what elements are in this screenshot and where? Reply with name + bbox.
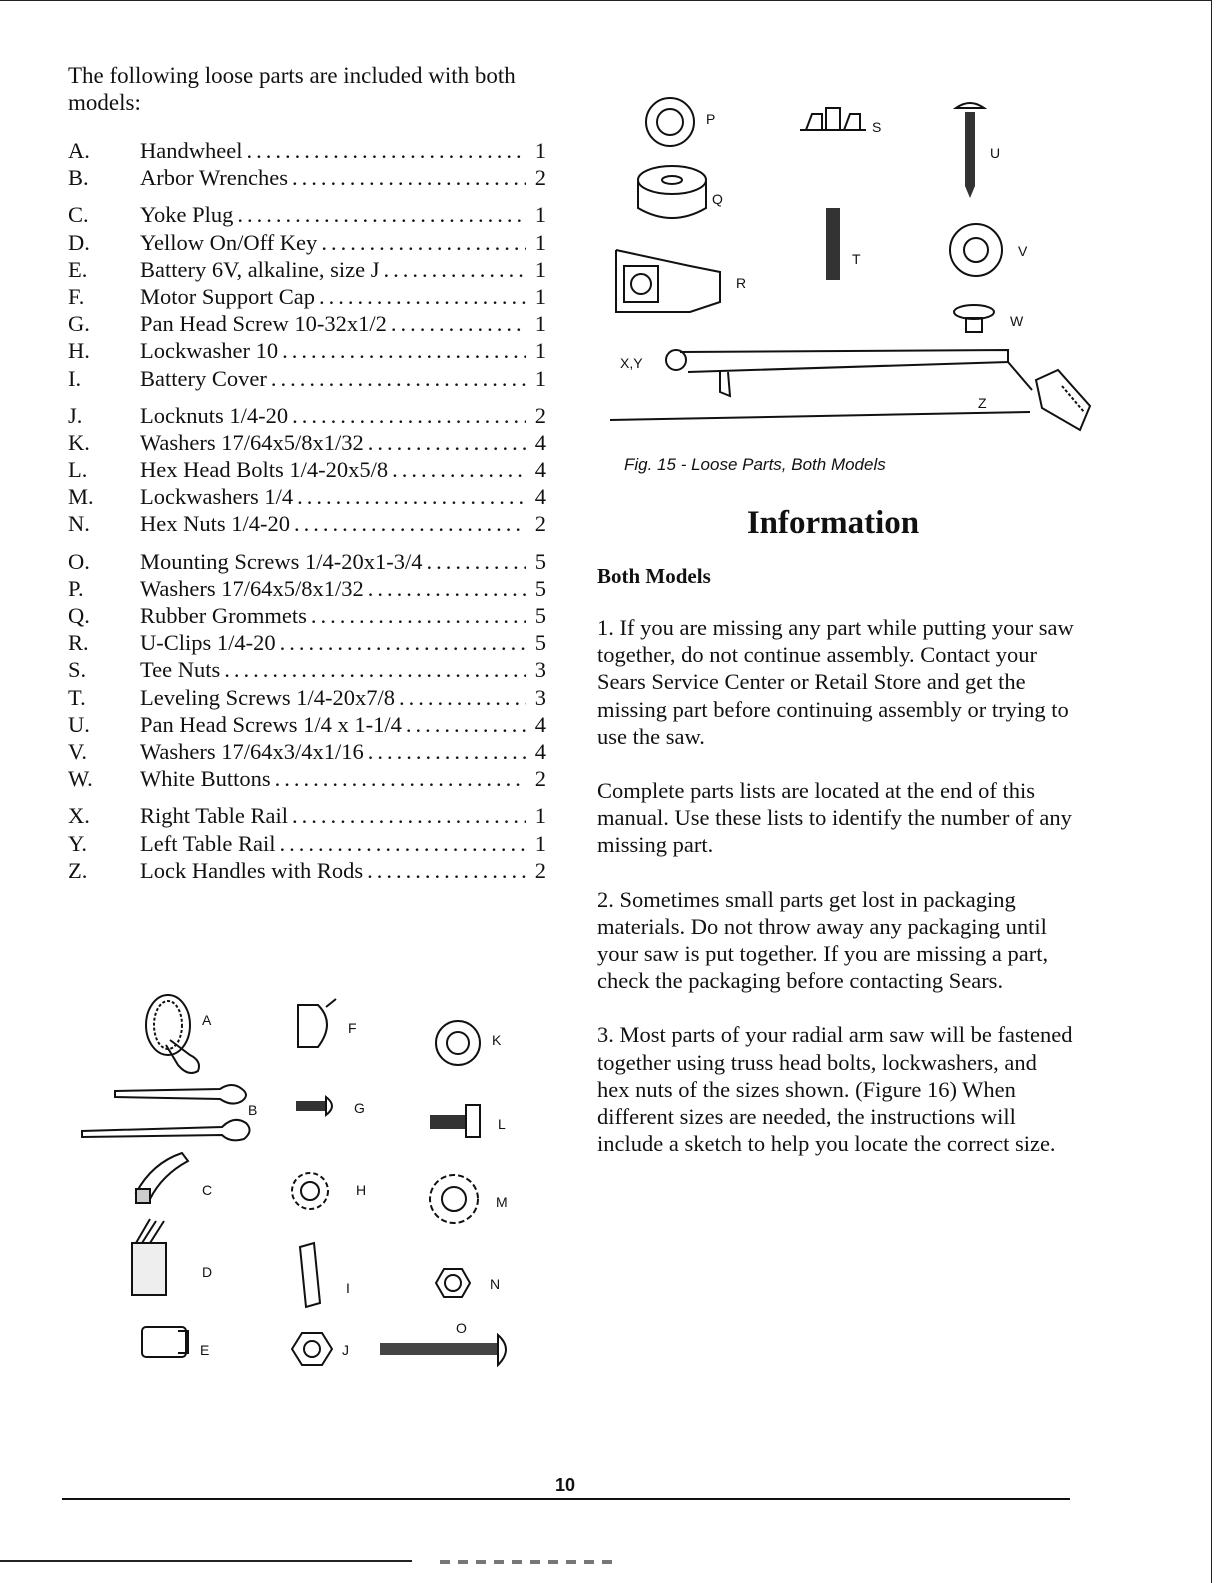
label-v: V (1018, 243, 1028, 259)
part-quantity: 1 (534, 202, 546, 228)
part-letter: M. (68, 484, 94, 510)
part-quantity: 4 (534, 484, 546, 510)
part-row (68, 803, 546, 830)
part-name: Yellow On/Off Key (140, 229, 318, 255)
part-name: White Buttons (140, 766, 271, 792)
battery-illustration (142, 1327, 188, 1357)
part-quantity: 3 (534, 684, 546, 710)
parts-group (68, 138, 546, 192)
loose-parts-figure-a-to-o (70, 985, 530, 1385)
label-p: P (706, 111, 716, 127)
dot-leader (319, 284, 526, 310)
label-a: A (202, 1012, 212, 1028)
part-quantity: 2 (534, 857, 546, 883)
part-quantity: 2 (534, 511, 546, 537)
part-quantity: 5 (534, 575, 546, 601)
part-row (68, 338, 546, 365)
dot-leader (279, 831, 526, 857)
part-quantity: 2 (534, 766, 546, 792)
part-name: Locknuts 1/4-20 (140, 402, 289, 428)
part-letter: N. (68, 511, 90, 537)
part-name: U-Clips 1/4-20 (140, 630, 276, 656)
washer-v-illustration (950, 224, 1002, 276)
label-u: U (990, 145, 1001, 161)
part-row (68, 311, 546, 338)
part-name: Motor Support Cap (140, 283, 316, 309)
part-name: Yoke Plug (140, 202, 234, 228)
footer-rule (62, 1498, 1070, 1500)
part-name: Left Table Rail (140, 830, 276, 856)
part-quantity: 1 (534, 803, 546, 829)
part-row (68, 484, 546, 511)
part-name: Hex Head Bolts 1/4-20x5/8 (140, 457, 389, 483)
dot-leader (368, 576, 526, 602)
part-quantity: 2 (534, 402, 546, 428)
part-row (68, 630, 546, 657)
battery-cover-illustration (300, 1243, 320, 1307)
arbor-wrenches-illustration (82, 1085, 250, 1140)
subheading: Both Models (597, 564, 711, 588)
label-j: J (342, 1342, 349, 1358)
part-quantity: 5 (534, 603, 546, 628)
u-clip-illustration (616, 250, 720, 312)
label-f: F (348, 1020, 357, 1036)
part-row (68, 202, 546, 229)
washer-p-illustration (646, 98, 694, 146)
part-row (68, 657, 546, 684)
parts-group (68, 202, 546, 392)
motor-support-cap-illustration (298, 999, 336, 1047)
table-rails-illustration (610, 350, 1032, 420)
part-quantity: 1 (534, 138, 546, 163)
part-name: Leveling Screws 1/4-20x7/8 (140, 684, 395, 710)
part-letter: G. (68, 311, 90, 337)
part-letter: V. (68, 738, 87, 764)
hex-head-bolt-illustration (430, 1105, 480, 1137)
label-h: H (356, 1182, 367, 1198)
part-name: Lockwasher 10 (140, 338, 279, 364)
loose-parts-list (68, 138, 546, 895)
label-xy: X,Y (620, 355, 643, 371)
part-letter: B. (68, 165, 89, 191)
white-button-illustration (954, 305, 994, 332)
washer-k-illustration (436, 1021, 480, 1065)
page-frame-right (1211, 0, 1212, 1583)
dot-leader (399, 685, 526, 711)
intro-text: The following loose parts are included with both models: (68, 63, 516, 115)
part-quantity: 1 (534, 229, 546, 255)
part-name: Battery 6V, alkaline, size J (140, 256, 380, 282)
part-quantity: 2 (534, 165, 546, 191)
part-name: Tee Nuts (140, 657, 221, 683)
label-c: C (202, 1182, 213, 1198)
part-row (68, 457, 546, 484)
part-row (68, 549, 546, 576)
label-g: G (354, 1100, 365, 1116)
part-letter: U. (68, 711, 90, 737)
label-m: M (496, 1194, 508, 1210)
dot-leader (297, 484, 526, 510)
dot-leader (275, 766, 526, 792)
label-q: Q (712, 191, 723, 207)
dot-leader (237, 202, 526, 228)
part-quantity: 5 (534, 548, 546, 574)
part-name: Mounting Screws 1/4-20x1-3/4 (140, 548, 423, 574)
paragraph-missing-part: 1. If you are missing any part while putting your saw together, do not continue assembly. Contact your Sears Service Center or Retail Store and get the missing part before continuing assembly or trying to use the saw. (597, 615, 1074, 749)
part-name: Arbor Wrenches (140, 165, 288, 191)
part-letter: Y. (68, 830, 87, 856)
part-letter: P. (68, 575, 84, 601)
part-row (68, 284, 546, 311)
label-e: E (200, 1342, 210, 1358)
part-letter: H. (68, 338, 90, 364)
part-letter: J. (68, 402, 83, 428)
part-row (68, 766, 546, 793)
label-o: O (456, 1320, 467, 1336)
parts-group (68, 549, 546, 794)
section-title: Information (746, 505, 920, 541)
dot-leader (311, 603, 526, 629)
dot-leader (384, 257, 526, 283)
label-t: T (852, 251, 861, 267)
dot-leader (292, 803, 526, 829)
tee-nut-illustration (800, 108, 866, 130)
part-letter: E. (68, 256, 88, 282)
lock-handle-illustration (1036, 370, 1090, 430)
part-letter: X. (68, 803, 90, 829)
dot-leader (292, 403, 526, 429)
part-letter: F. (68, 283, 85, 309)
label-n: N (490, 1276, 501, 1292)
lockwasher-quarter-illustration (430, 1175, 478, 1223)
part-quantity: 4 (534, 457, 546, 483)
part-letter: I. (68, 365, 82, 391)
locknut-illustration (292, 1333, 332, 1365)
part-quantity: 1 (534, 256, 546, 282)
part-quantity: 5 (534, 630, 546, 656)
dot-leader (368, 739, 526, 765)
part-name: Washers 17/64x5/8x1/32 (140, 429, 364, 455)
pan-head-screw-u-illustration (956, 103, 984, 198)
loose-parts-figure-p-to-z (600, 90, 1100, 440)
dot-leader (292, 165, 526, 191)
part-row (68, 366, 546, 393)
dot-leader (368, 430, 526, 456)
dot-leader (224, 657, 526, 683)
part-quantity: 4 (534, 738, 546, 764)
part-name: Washers 17/64x5/8x1/32 (140, 575, 364, 601)
part-name: Lock Handles with Rods (140, 857, 364, 883)
pan-head-screw-illustration (296, 1097, 332, 1115)
part-row (68, 165, 546, 192)
part-name: Handwheel (140, 138, 243, 163)
part-row (68, 603, 546, 630)
part-letter: W. (68, 766, 93, 792)
hex-nut-illustration (436, 1269, 470, 1297)
part-letter: C. (68, 202, 89, 228)
parts-group (68, 803, 546, 885)
on-off-key-illustration (132, 1219, 166, 1295)
yoke-plug-illustration (136, 1153, 188, 1203)
dot-leader (280, 630, 526, 656)
part-letter: L. (68, 457, 88, 483)
scan-edge-marks (440, 1560, 620, 1564)
paragraph-fasteners: 3. Most parts of your radial arm saw will be fastened together using truss head bolts, lockwashers, and hex nuts of the sizes shown. (Figure 16) When different sizes are needed, the instructions will include a sketch to help you locate the correct size. (597, 1022, 1073, 1157)
part-name: Pan Head Screw 10-32x1/2 (140, 311, 387, 337)
part-row (68, 576, 546, 603)
part-letter: D. (68, 229, 90, 255)
part-quantity: 1 (534, 338, 546, 364)
dot-leader (426, 549, 526, 575)
page-number: 10 (555, 1475, 576, 1495)
part-quantity: 1 (534, 311, 546, 337)
part-quantity: 1 (534, 365, 546, 391)
part-name: Washers 17/64x3/4x1/16 (140, 738, 364, 764)
label-d: D (202, 1264, 213, 1280)
label-z: Z (978, 395, 987, 411)
part-name: Rubber Grommets (140, 603, 307, 628)
part-row (68, 511, 546, 538)
scan-edge-rule (0, 1560, 412, 1562)
dot-leader (367, 858, 526, 884)
rubber-grommet-illustration (638, 166, 706, 218)
part-letter: Q. (68, 603, 90, 628)
label-i: I (346, 1280, 350, 1296)
paragraph-parts-lists: Complete parts lists are located at the end of this manual. Use these lists to identify the number of any missing part. (597, 778, 1072, 858)
figure-caption: Fig. 15 - Loose Parts, Both Models (624, 455, 886, 474)
label-l: L (498, 1116, 506, 1132)
part-name: Hex Nuts 1/4-20 (140, 511, 290, 537)
paragraph-packaging: 2. Sometimes small parts get lost in packaging materials. Do not throw away any packaging until your saw is put together. If you are missing a part, check the packaging before contacting Sears. (597, 886, 1049, 994)
part-name: Pan Head Screws 1/4 x 1-1/4 (140, 711, 402, 737)
label-k: K (492, 1032, 502, 1048)
part-row (68, 430, 546, 457)
part-quantity: 3 (534, 657, 546, 683)
part-name: Battery Cover (140, 365, 267, 391)
dot-leader (406, 712, 526, 738)
information-body (597, 614, 1075, 1184)
dot-leader (271, 366, 526, 392)
dot-leader (321, 230, 526, 256)
part-quantity: 1 (534, 830, 546, 856)
part-letter: T. (68, 684, 86, 710)
dot-leader (246, 138, 526, 164)
label-r: R (736, 275, 747, 291)
part-row (68, 712, 546, 739)
part-row (68, 685, 546, 712)
label-w: W (1010, 313, 1024, 329)
lockwasher-10-illustration (292, 1173, 328, 1209)
mounting-screw-illustration (380, 1335, 506, 1365)
dot-leader (282, 338, 526, 364)
part-letter: O. (68, 548, 90, 574)
label-b: B (248, 1102, 258, 1118)
part-letter: R. (68, 630, 89, 656)
dot-leader (391, 311, 526, 337)
dot-leader (392, 457, 526, 483)
part-row (68, 138, 546, 165)
leveling-screw-illustration (826, 208, 840, 280)
part-name: Lockwashers 1/4 (140, 484, 294, 510)
part-row (68, 257, 546, 284)
parts-group (68, 403, 546, 539)
part-letter: S. (68, 657, 87, 683)
part-row (68, 858, 546, 885)
part-row (68, 403, 546, 430)
part-letter: K. (68, 429, 90, 455)
part-row (68, 230, 546, 257)
page-frame-top (0, 0, 1212, 1)
part-quantity: 4 (534, 429, 546, 455)
dot-leader (294, 511, 526, 537)
part-letter: A. (68, 138, 90, 163)
part-quantity: 4 (534, 711, 546, 737)
part-letter: Z. (68, 857, 88, 883)
handwheel-illustration (146, 995, 199, 1073)
part-row (68, 739, 546, 766)
part-quantity: 1 (534, 283, 546, 309)
part-row (68, 831, 546, 858)
label-s: S (872, 119, 882, 135)
part-name: Right Table Rail (140, 803, 288, 829)
